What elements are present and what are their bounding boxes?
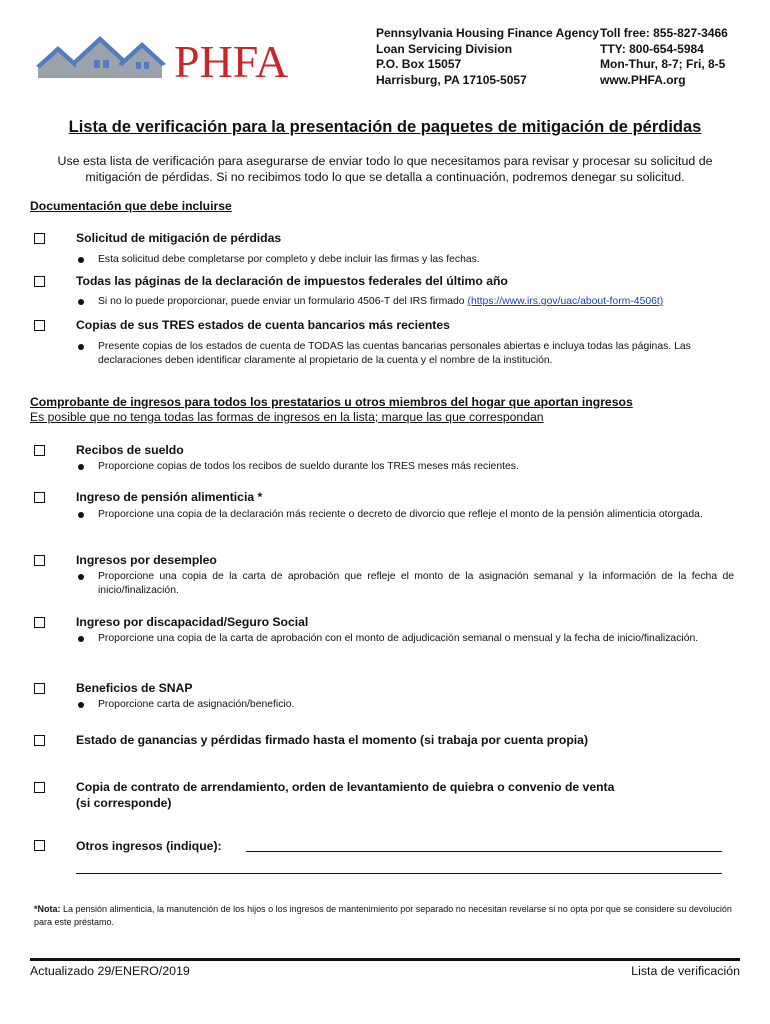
checkbox-disability[interactable] bbox=[34, 617, 45, 628]
bullet-icon bbox=[78, 464, 84, 470]
item-pay-stubs-label: Recibos de sueldo bbox=[76, 443, 184, 457]
agency-contact bbox=[600, 26, 760, 88]
agency-city: Harrisburg, PA 17105-5057 bbox=[376, 72, 527, 87]
item-lease-contract-label-1: Copia de contrato de arrendamiento, orden de levantamiento de quiebra o convenio de venta bbox=[76, 780, 615, 794]
page-title: Lista de verificación para la presentación de paquetes de mitigación de pérdidas bbox=[68, 118, 702, 136]
agency-address bbox=[376, 26, 599, 88]
item-disability-note: Proporcione una copia de la carta de aprobación con el monto de adjudicación semanal o mensual y la fecha de inicio/finalización. bbox=[98, 633, 699, 644]
footer-divider bbox=[30, 958, 740, 961]
footnote-prefix: *Nota: bbox=[34, 904, 61, 914]
checkbox-alimony[interactable] bbox=[34, 492, 45, 503]
checkbox-other-income[interactable] bbox=[34, 840, 45, 851]
logo-text: PHFA bbox=[174, 36, 289, 87]
section-income-heading: Comprobante de ingresos para todos los prestatarios u otros miembros del hogar que aportan ingresos bbox=[30, 395, 633, 409]
bullet-icon bbox=[78, 299, 84, 305]
item-unemployment-label: Ingresos por desempleo bbox=[76, 553, 217, 567]
item-disability-label: Ingreso por discapacidad/Seguro Social bbox=[76, 615, 309, 629]
item-lease-contract-label-2: (si corresponde) bbox=[76, 796, 172, 810]
item-alimony-note: Proporcione una copia de la declaración más reciente o decreto de divorcio que refleje el monto de la pensión alimenticia otorgada. bbox=[98, 509, 703, 520]
checkbox-tax-return[interactable] bbox=[34, 276, 45, 287]
item-application-label: Solicitud de mitigación de pérdidas bbox=[76, 231, 282, 245]
agency-po-box: P.O. Box 15057 bbox=[376, 57, 462, 72]
agency-name: Pennsylvania Housing Finance Agency bbox=[376, 26, 599, 40]
contact-tty: TTY: 800-654-5984 bbox=[600, 41, 704, 56]
item-other-income-label: Otros ingresos (indique): bbox=[76, 839, 222, 853]
item-unemployment-note: Proporcione una copia de la carta de aprobación que refleje el monto de la asignación semanal y la información de la fecha de inicio/finalización. bbox=[98, 571, 734, 596]
checkbox-pay-stubs[interactable] bbox=[34, 445, 45, 456]
bullet-icon bbox=[78, 344, 84, 350]
agency-division: Loan Servicing Division bbox=[376, 41, 513, 56]
bullet-icon bbox=[78, 636, 84, 642]
item-snap-label: Beneficios de SNAP bbox=[76, 681, 193, 695]
checkbox-application[interactable] bbox=[34, 233, 45, 244]
houses-icon bbox=[36, 36, 166, 78]
item-pay-stubs-note: Proporcione copias de todos los recibos de sueldo durante los TRES meses más recientes. bbox=[98, 461, 519, 472]
contact-website[interactable]: www.PHFA.org bbox=[600, 72, 686, 87]
item-profit-loss-label: Estado de ganancias y pérdidas firmado hasta el momento (si trabaja por cuenta propia) bbox=[76, 733, 588, 747]
checkbox-profit-loss[interactable] bbox=[34, 735, 45, 746]
item-tax-return-note bbox=[98, 295, 734, 309]
tax-return-note-text: Si no lo puede proporcionar, puede enviar un formulario 4506-T del IRS firmado bbox=[98, 296, 468, 307]
checkbox-lease-contract[interactable] bbox=[34, 782, 45, 793]
irs-form-link[interactable]: (https://www.irs.gov/uac/about-form-4506t) bbox=[467, 296, 664, 307]
section-income-subheading: Es posible que no tenga todas las formas de ingresos en la lista; marque las que correspondan bbox=[30, 410, 544, 424]
item-bank-statements-note: Presente copias de los estados de cuenta de TODAS las cuentas bancarias personales abiertas e incluya todas las páginas. Las declaraciones deben identificar claramente al propietario de la cuenta y el nombre de la institución. bbox=[98, 341, 691, 366]
bullet-icon bbox=[78, 512, 84, 518]
footnote-text: La pensión alimenticia, la manutención de los hijos o los ingresos de mantenimiento por separado no necesitan revelarse si no opta por que se considere su devolución para este préstamo. bbox=[34, 904, 732, 927]
contact-hours: Mon-Thur, 8-7; Fri, 8-5 bbox=[600, 57, 726, 72]
bullet-icon bbox=[78, 574, 84, 580]
section-documentation-heading: Documentación que debe incluirse bbox=[30, 199, 232, 213]
checkbox-snap[interactable] bbox=[34, 683, 45, 694]
footnote bbox=[34, 903, 734, 929]
footer-updated-date: Actualizado 29/ENERO/2019 bbox=[30, 964, 190, 978]
item-tax-return-label: Todas las páginas de la declaración de impuestos federales del último año bbox=[76, 274, 508, 288]
footer-doc-name: Lista de verificación bbox=[631, 964, 740, 978]
phfa-logo bbox=[36, 30, 346, 90]
item-snap-note: Proporcione carta de asignación/beneficio. bbox=[98, 699, 295, 710]
bullet-icon bbox=[78, 257, 84, 263]
item-application-note: Esta solicitud debe completarse por completo y debe incluir las firmas y las fechas. bbox=[98, 254, 480, 265]
item-alimony-label: Ingreso de pensión alimenticia * bbox=[76, 490, 263, 504]
contact-toll-free: Toll free: 855-827-3466 bbox=[600, 26, 728, 40]
bullet-icon bbox=[78, 702, 84, 708]
checkbox-unemployment[interactable] bbox=[34, 555, 45, 566]
other-income-field-line-2[interactable] bbox=[76, 873, 722, 874]
item-bank-statements-label: Copias de sus TRES estados de cuenta bancarios más recientes bbox=[76, 318, 450, 332]
other-income-field[interactable] bbox=[246, 851, 722, 852]
intro-text: Use esta lista de verificación para asegurarse de enviar todo lo que necesitamos para revisar y procesar su solicitud de mitigación de pérdidas. Si no recibimos todo lo que se detalla a continuación, podremos denegar su solicitud. bbox=[57, 154, 713, 184]
checkbox-bank-statements[interactable] bbox=[34, 320, 45, 331]
